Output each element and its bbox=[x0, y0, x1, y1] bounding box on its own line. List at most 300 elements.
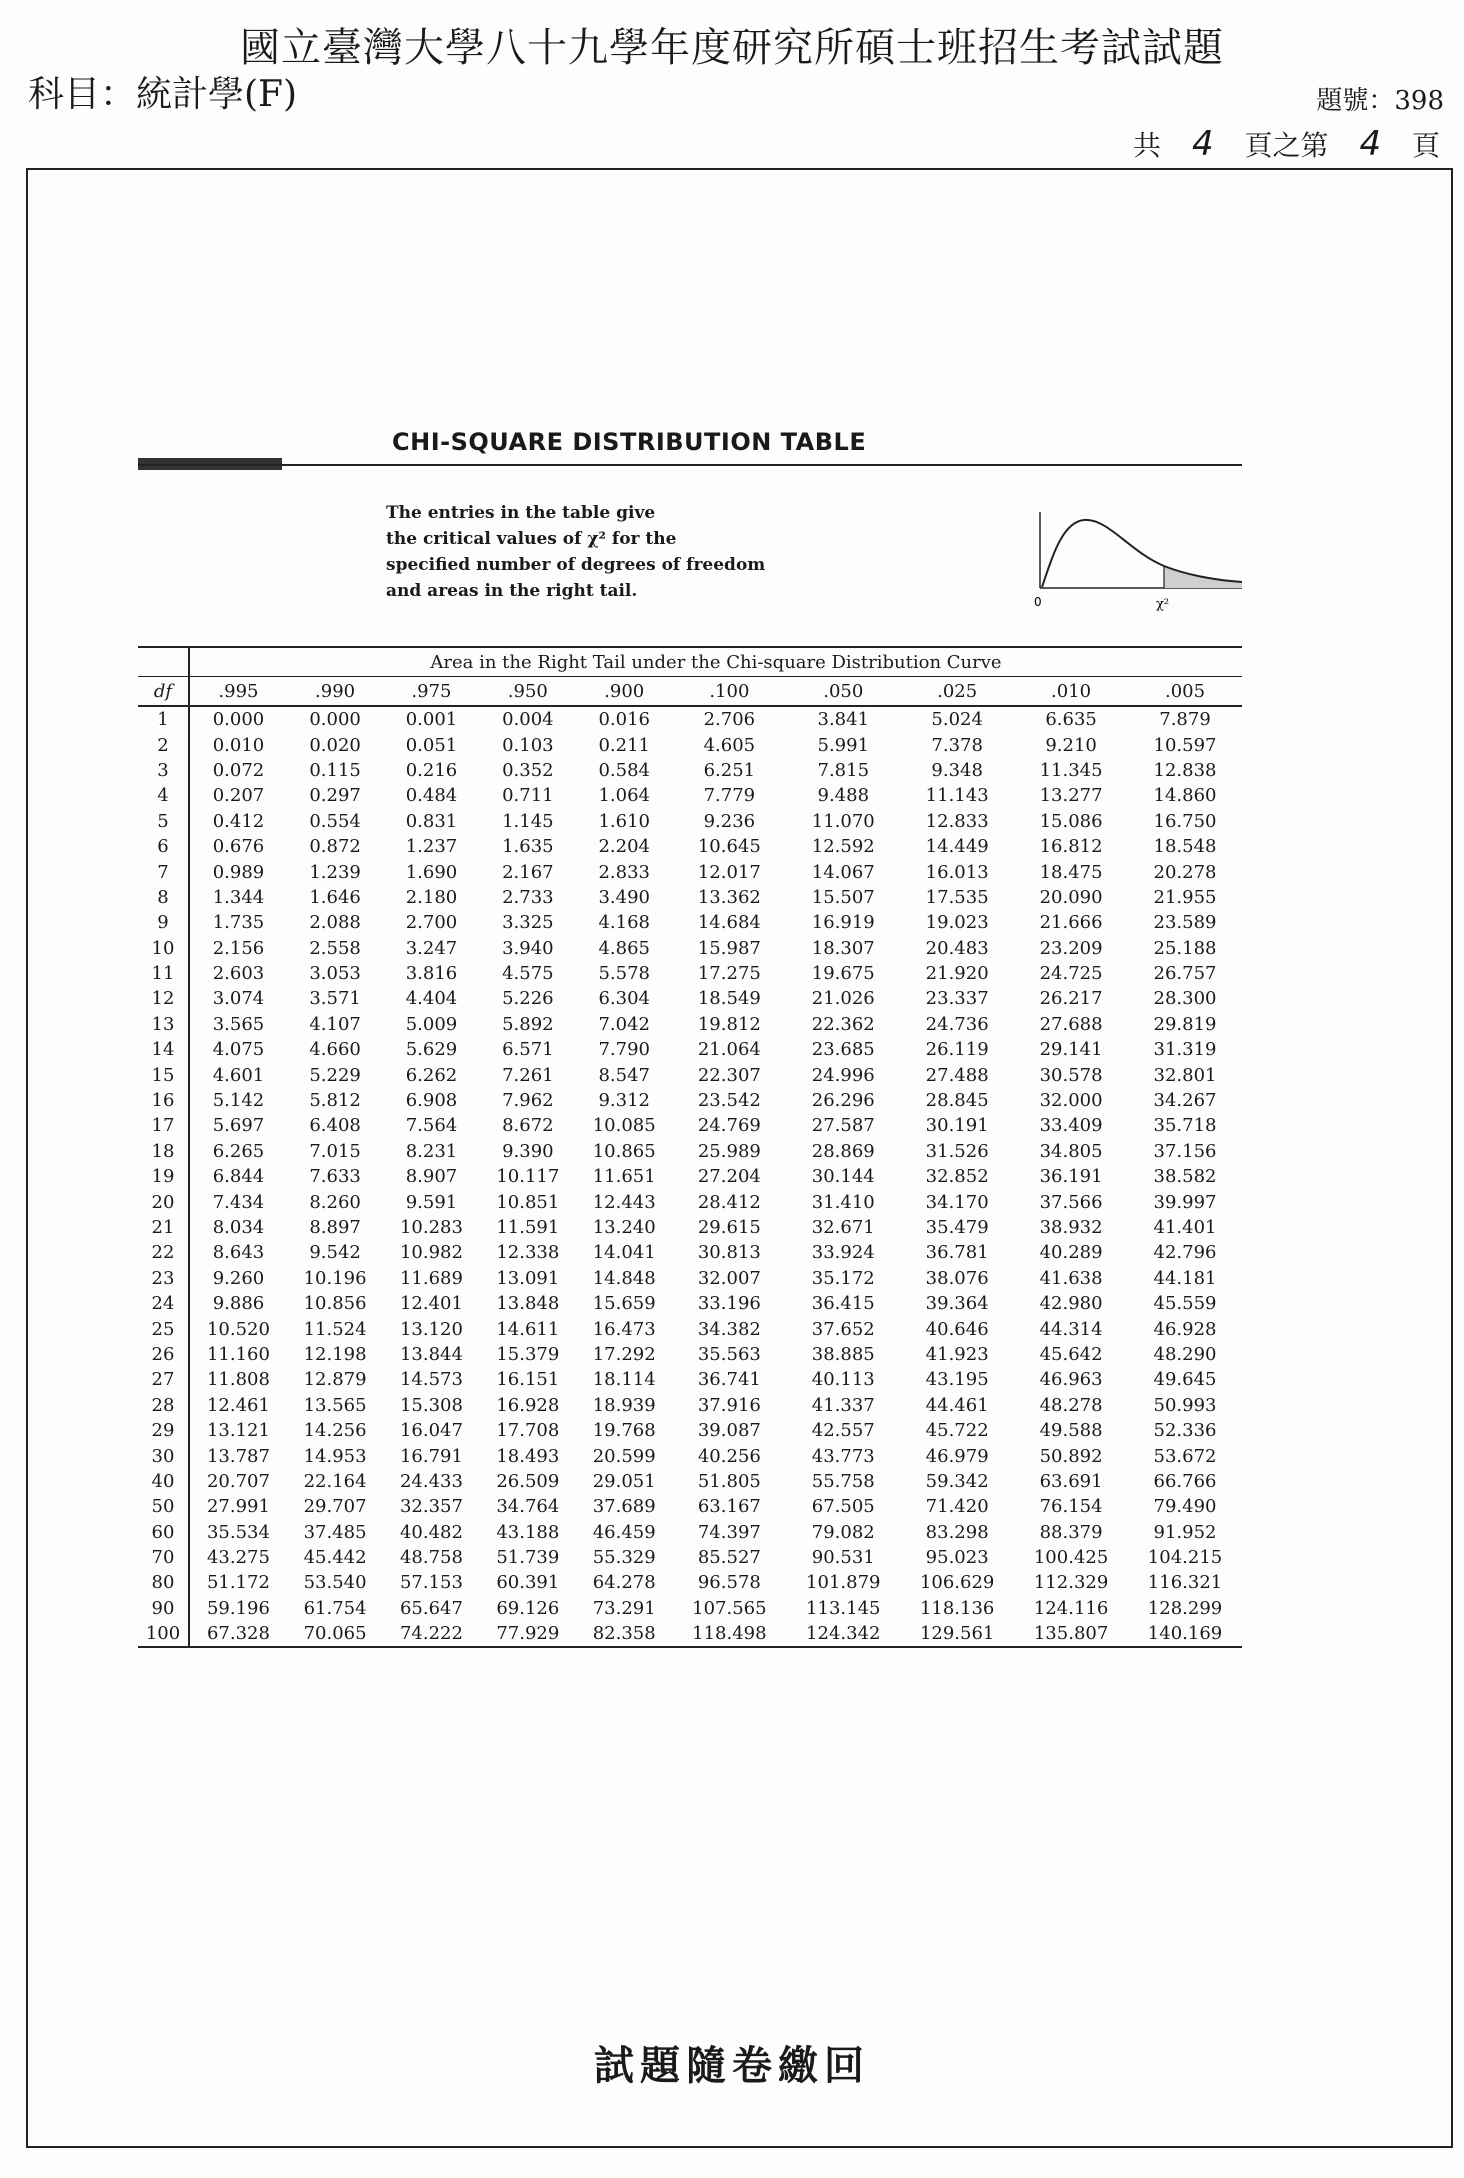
value-cell: 6.571 bbox=[502, 1039, 554, 1061]
value-cell: 12.838 bbox=[1153, 759, 1217, 781]
value-cell: 9.348 bbox=[931, 759, 983, 781]
value-cell: 7.261 bbox=[502, 1064, 554, 1086]
value-cell: 49.588 bbox=[1039, 1420, 1103, 1442]
table-row bbox=[138, 1342, 1242, 1367]
table-row bbox=[138, 1316, 1242, 1341]
value-cell: 61.754 bbox=[303, 1597, 367, 1619]
value-cell: 13.844 bbox=[399, 1343, 463, 1365]
value-cell: 118.498 bbox=[672, 1621, 786, 1647]
page-total: 4 bbox=[1191, 124, 1214, 164]
value-cell: 55.758 bbox=[811, 1470, 875, 1492]
value-cell: 0.297 bbox=[309, 785, 361, 807]
df-cell: 10 bbox=[138, 936, 189, 961]
value-cell: 73.291 bbox=[592, 1597, 656, 1619]
df-cell: 14 bbox=[138, 1037, 189, 1062]
value-cell: 12.833 bbox=[925, 810, 989, 832]
value-cell: 0.072 bbox=[212, 759, 265, 781]
table-row bbox=[138, 783, 1242, 808]
question-number: 題號：398 bbox=[1316, 86, 1444, 116]
value-cell: 26.509 bbox=[496, 1470, 560, 1492]
value-cell: 0.103 bbox=[502, 734, 554, 756]
value-cell: 1.646 bbox=[309, 886, 361, 908]
value-cell: 43.188 bbox=[496, 1521, 560, 1543]
value-cell: 28.300 bbox=[1153, 988, 1217, 1010]
page-current-prefix: 頁之第 bbox=[1244, 129, 1329, 162]
value-cell: 40.482 bbox=[399, 1521, 463, 1543]
value-cell: 55.329 bbox=[592, 1547, 656, 1569]
value-cell: 10.851 bbox=[496, 1191, 560, 1213]
value-cell: 36.781 bbox=[925, 1242, 989, 1264]
value-cell: 9.390 bbox=[502, 1140, 554, 1162]
value-cell: 3.816 bbox=[405, 963, 458, 985]
value-cell: 7.042 bbox=[598, 1013, 650, 1035]
value-cell: 48.278 bbox=[1039, 1394, 1103, 1416]
df-header: df bbox=[138, 677, 189, 707]
value-cell: 0.584 bbox=[598, 759, 650, 781]
value-cell: 24.769 bbox=[697, 1115, 761, 1137]
value-cell: 74.222 bbox=[383, 1621, 479, 1647]
value-cell: 10.117 bbox=[496, 1166, 560, 1188]
table-row bbox=[138, 1443, 1242, 1468]
value-cell: 24.433 bbox=[399, 1470, 463, 1492]
value-cell: 45.722 bbox=[925, 1420, 989, 1442]
df-cell: 2 bbox=[138, 732, 189, 757]
df-cell: 13 bbox=[138, 1012, 189, 1037]
df-cell: 18 bbox=[138, 1139, 189, 1164]
value-cell: 21.666 bbox=[1039, 912, 1103, 934]
value-cell: 40.289 bbox=[1039, 1242, 1103, 1264]
value-cell: 6.408 bbox=[309, 1115, 361, 1137]
value-cell: 19.812 bbox=[697, 1013, 761, 1035]
column-header: .050 bbox=[786, 677, 900, 707]
df-cell: 27 bbox=[138, 1367, 189, 1392]
value-cell: 18.549 bbox=[697, 988, 761, 1010]
subject-label: 科目：統計學(F) bbox=[28, 74, 298, 115]
value-cell: 7.564 bbox=[405, 1115, 458, 1137]
value-cell: 51.172 bbox=[206, 1572, 270, 1594]
value-cell: 104.215 bbox=[1147, 1547, 1223, 1569]
value-cell: 29.819 bbox=[1153, 1013, 1217, 1035]
value-cell: 5.991 bbox=[817, 734, 870, 756]
table-row bbox=[138, 834, 1242, 859]
value-cell: 23.542 bbox=[697, 1090, 761, 1112]
value-cell: 0.554 bbox=[309, 810, 361, 832]
value-cell: 5.697 bbox=[212, 1115, 265, 1137]
value-cell: 27.688 bbox=[1039, 1013, 1103, 1035]
value-cell: 18.548 bbox=[1153, 836, 1217, 858]
value-cell: 24.736 bbox=[925, 1013, 989, 1035]
value-cell: 31.410 bbox=[811, 1191, 875, 1213]
value-cell: 4.660 bbox=[309, 1039, 361, 1061]
value-cell: 39.364 bbox=[925, 1293, 989, 1315]
value-cell: 116.321 bbox=[1147, 1572, 1223, 1594]
value-cell: 1.239 bbox=[309, 861, 361, 883]
value-cell: 43.773 bbox=[811, 1445, 875, 1467]
column-header: .975 bbox=[383, 677, 479, 707]
value-cell: 113.145 bbox=[806, 1597, 881, 1619]
value-cell: 101.879 bbox=[806, 1572, 881, 1594]
df-cell: 60 bbox=[138, 1520, 189, 1545]
value-cell: 12.879 bbox=[303, 1369, 367, 1391]
value-cell: 16.013 bbox=[925, 861, 989, 883]
value-cell: 5.226 bbox=[502, 988, 554, 1010]
table-row bbox=[138, 1088, 1242, 1113]
value-cell: 18.493 bbox=[496, 1445, 560, 1467]
df-cell: 4 bbox=[138, 783, 189, 808]
value-cell: 60.391 bbox=[496, 1572, 560, 1594]
value-cell: 20.278 bbox=[1153, 861, 1217, 883]
value-cell: 3.325 bbox=[502, 912, 554, 934]
value-cell: 4.168 bbox=[598, 912, 650, 934]
value-cell: 11.651 bbox=[592, 1166, 656, 1188]
value-cell: 9.236 bbox=[703, 810, 756, 832]
page-total-prefix: 共 bbox=[1133, 129, 1162, 162]
value-cell: 14.573 bbox=[399, 1369, 463, 1391]
table-row bbox=[138, 1570, 1242, 1595]
df-cell: 80 bbox=[138, 1570, 189, 1595]
value-cell: 37.652 bbox=[811, 1318, 875, 1340]
table-row bbox=[138, 986, 1242, 1011]
value-cell: 30.578 bbox=[1039, 1064, 1103, 1086]
value-cell: 35.718 bbox=[1153, 1115, 1217, 1137]
value-cell: 118.136 bbox=[919, 1597, 995, 1619]
value-cell: 63.691 bbox=[1039, 1470, 1103, 1492]
value-cell: 2.088 bbox=[309, 912, 361, 934]
value-cell: 8.672 bbox=[502, 1115, 554, 1137]
value-cell: 2.204 bbox=[598, 836, 650, 858]
value-cell: 7.962 bbox=[502, 1090, 554, 1112]
value-cell: 7.790 bbox=[598, 1039, 650, 1061]
df-cell: 15 bbox=[138, 1062, 189, 1087]
value-cell: 9.542 bbox=[309, 1242, 361, 1264]
value-cell: 13.121 bbox=[206, 1420, 270, 1442]
value-cell: 39.087 bbox=[697, 1420, 761, 1442]
table-row bbox=[138, 1367, 1242, 1392]
value-cell: 3.074 bbox=[212, 988, 265, 1010]
value-cell: 8.034 bbox=[212, 1217, 265, 1238]
intro-line: the critical values of χ² for the bbox=[386, 529, 677, 549]
table-caption: Area in the Right Tail under the Chi-square Distribution Curve bbox=[189, 647, 1242, 677]
value-cell: 82.358 bbox=[576, 1621, 672, 1647]
value-cell: 15.086 bbox=[1039, 810, 1103, 832]
df-cell: 28 bbox=[138, 1393, 189, 1418]
value-cell: 20.707 bbox=[206, 1470, 270, 1492]
value-cell: 0.000 bbox=[309, 709, 361, 731]
value-cell: 32.671 bbox=[811, 1217, 875, 1238]
value-cell: 1.610 bbox=[598, 810, 650, 832]
value-cell: 37.156 bbox=[1153, 1140, 1217, 1162]
value-cell: 12.401 bbox=[399, 1293, 463, 1315]
value-cell: 7.633 bbox=[309, 1166, 361, 1188]
value-cell: 11.689 bbox=[399, 1267, 463, 1289]
value-cell: 4.601 bbox=[212, 1064, 265, 1086]
table-row bbox=[138, 1596, 1242, 1621]
value-cell: 25.188 bbox=[1153, 937, 1217, 959]
value-cell: 0.000 bbox=[212, 709, 265, 731]
value-cell: 20.483 bbox=[925, 937, 989, 959]
caption-spacer bbox=[138, 647, 189, 677]
page-current: 4 bbox=[1359, 124, 1382, 164]
value-cell: 3.940 bbox=[502, 937, 554, 959]
value-cell: 41.923 bbox=[925, 1343, 989, 1365]
table-row bbox=[138, 1189, 1242, 1214]
value-cell: 59.196 bbox=[206, 1597, 270, 1619]
value-cell: 21.955 bbox=[1153, 886, 1217, 908]
value-cell: 14.860 bbox=[1153, 785, 1217, 807]
value-cell: 46.963 bbox=[1039, 1369, 1103, 1391]
df-cell: 40 bbox=[138, 1469, 189, 1494]
value-cell: 30.144 bbox=[811, 1166, 875, 1188]
value-cell: 16.928 bbox=[496, 1394, 560, 1416]
value-cell: 33.196 bbox=[697, 1293, 761, 1315]
value-cell: 34.267 bbox=[1153, 1090, 1217, 1112]
page-info bbox=[1133, 124, 1440, 164]
value-cell: 0.004 bbox=[502, 709, 554, 731]
value-cell: 41.401 bbox=[1153, 1217, 1217, 1238]
value-cell: 18.939 bbox=[592, 1394, 656, 1416]
value-cell: 0.989 bbox=[212, 861, 265, 883]
value-cell: 63.167 bbox=[697, 1496, 761, 1518]
value-cell: 19.768 bbox=[592, 1420, 656, 1442]
value-cell: 65.647 bbox=[399, 1597, 463, 1619]
value-cell: 40.256 bbox=[697, 1445, 761, 1467]
value-cell: 36.191 bbox=[1039, 1166, 1103, 1188]
value-cell: 67.505 bbox=[811, 1496, 875, 1518]
value-cell: 1.237 bbox=[405, 836, 458, 858]
value-cell: 10.645 bbox=[697, 836, 761, 858]
column-header: .950 bbox=[480, 677, 576, 707]
value-cell: 13.240 bbox=[592, 1217, 656, 1238]
value-cell: 23.337 bbox=[925, 988, 989, 1010]
value-cell: 6.262 bbox=[405, 1064, 458, 1086]
value-cell: 12.338 bbox=[496, 1242, 560, 1264]
intro-line: specified number of degrees of freedom bbox=[386, 555, 766, 575]
value-cell: 64.278 bbox=[592, 1572, 656, 1594]
value-cell: 10.085 bbox=[592, 1115, 656, 1137]
value-cell: 9.886 bbox=[212, 1293, 265, 1315]
value-cell: 14.256 bbox=[303, 1420, 367, 1442]
value-cell: 45.442 bbox=[303, 1547, 367, 1569]
value-cell: 41.337 bbox=[811, 1394, 875, 1416]
value-cell: 42.796 bbox=[1153, 1242, 1217, 1264]
df-cell: 16 bbox=[138, 1088, 189, 1113]
value-cell: 0.831 bbox=[405, 810, 458, 832]
value-cell: 22.307 bbox=[697, 1064, 761, 1086]
value-cell: 31.526 bbox=[925, 1140, 989, 1162]
value-cell: 4.075 bbox=[212, 1039, 265, 1061]
value-cell: 26.217 bbox=[1039, 988, 1103, 1010]
value-cell: 5.812 bbox=[309, 1090, 361, 1112]
value-cell: 28.869 bbox=[811, 1140, 875, 1162]
table-row bbox=[138, 1139, 1242, 1164]
value-cell: 10.283 bbox=[399, 1217, 463, 1238]
value-cell: 2.180 bbox=[405, 886, 458, 908]
value-cell: 15.308 bbox=[399, 1394, 463, 1416]
value-cell: 16.473 bbox=[592, 1318, 656, 1340]
value-cell: 124.342 bbox=[786, 1621, 900, 1647]
value-cell: 79.490 bbox=[1153, 1496, 1217, 1518]
intro-text bbox=[386, 500, 765, 604]
chi-square-table bbox=[138, 646, 1242, 1648]
value-cell: 59.342 bbox=[925, 1470, 989, 1492]
value-cell: 13.848 bbox=[496, 1293, 560, 1315]
table-row bbox=[138, 1266, 1242, 1291]
df-cell: 17 bbox=[138, 1113, 189, 1138]
value-cell: 28.845 bbox=[925, 1090, 989, 1112]
df-cell: 100 bbox=[138, 1621, 189, 1647]
value-cell: 26.296 bbox=[811, 1090, 875, 1112]
value-cell: 52.336 bbox=[1153, 1420, 1217, 1442]
value-cell: 32.852 bbox=[925, 1166, 989, 1188]
value-cell: 13.565 bbox=[303, 1394, 367, 1416]
df-cell: 90 bbox=[138, 1596, 189, 1621]
value-cell: 2.167 bbox=[502, 861, 554, 883]
table-row bbox=[138, 859, 1242, 884]
value-cell: 2.733 bbox=[502, 886, 554, 908]
value-cell: 16.750 bbox=[1153, 810, 1217, 832]
value-cell: 14.449 bbox=[925, 836, 989, 858]
table-body bbox=[138, 706, 1242, 1647]
value-cell: 49.645 bbox=[1153, 1369, 1217, 1391]
value-cell: 28.412 bbox=[697, 1191, 761, 1213]
value-cell: 57.153 bbox=[399, 1572, 463, 1594]
value-cell: 76.154 bbox=[1039, 1496, 1103, 1518]
value-cell: 43.275 bbox=[206, 1547, 270, 1569]
value-cell: 10.982 bbox=[399, 1242, 463, 1264]
value-cell: 2.603 bbox=[212, 963, 265, 985]
table-row bbox=[138, 809, 1242, 834]
exam-title: 國立臺灣大學八十九學年度研究所碩士班招生考試試題 bbox=[240, 25, 1224, 71]
table-row bbox=[138, 961, 1242, 986]
value-cell: 30.813 bbox=[697, 1242, 761, 1264]
curve-origin-label: 0 bbox=[1034, 595, 1042, 609]
value-cell: 79.082 bbox=[811, 1521, 875, 1543]
value-cell: 0.051 bbox=[405, 734, 458, 756]
value-cell: 5.892 bbox=[502, 1013, 554, 1035]
df-cell: 9 bbox=[138, 910, 189, 935]
value-cell: 11.345 bbox=[1039, 759, 1103, 781]
value-cell: 11.591 bbox=[496, 1217, 560, 1238]
value-cell: 37.566 bbox=[1039, 1191, 1103, 1213]
value-cell: 140.169 bbox=[1128, 1621, 1242, 1647]
value-cell: 0.412 bbox=[212, 810, 265, 832]
df-cell: 6 bbox=[138, 834, 189, 859]
value-cell: 29.707 bbox=[303, 1496, 367, 1518]
value-cell: 1.344 bbox=[212, 886, 265, 908]
value-cell: 1.690 bbox=[405, 861, 458, 883]
value-cell: 90.531 bbox=[811, 1547, 875, 1569]
value-cell: 15.987 bbox=[697, 937, 761, 959]
value-cell: 43.195 bbox=[925, 1369, 989, 1391]
table-row bbox=[138, 1113, 1242, 1138]
value-cell: 0.001 bbox=[405, 709, 458, 731]
value-cell: 53.540 bbox=[303, 1572, 367, 1594]
value-cell: 39.997 bbox=[1153, 1191, 1217, 1213]
value-cell: 36.741 bbox=[697, 1369, 761, 1391]
value-cell: 53.672 bbox=[1153, 1445, 1217, 1467]
table-row bbox=[138, 1037, 1242, 1062]
value-cell: 13.362 bbox=[697, 886, 761, 908]
df-cell: 21 bbox=[138, 1215, 189, 1240]
value-cell: 18.114 bbox=[592, 1369, 656, 1391]
df-cell: 11 bbox=[138, 961, 189, 986]
value-cell: 4.865 bbox=[598, 937, 650, 959]
table-row bbox=[138, 1621, 1242, 1647]
value-cell: 9.260 bbox=[212, 1267, 265, 1289]
value-cell: 45.642 bbox=[1039, 1343, 1103, 1365]
value-cell: 10.597 bbox=[1153, 734, 1217, 756]
value-cell: 13.277 bbox=[1039, 785, 1103, 807]
value-cell: 8.643 bbox=[212, 1242, 265, 1264]
value-cell: 23.685 bbox=[811, 1039, 875, 1061]
value-cell: 34.805 bbox=[1039, 1140, 1103, 1162]
value-cell: 7.879 bbox=[1159, 709, 1211, 731]
value-cell: 1.145 bbox=[502, 810, 554, 832]
value-cell: 83.298 bbox=[925, 1521, 989, 1543]
value-cell: 21.026 bbox=[811, 988, 875, 1010]
value-cell: 19.023 bbox=[925, 912, 989, 934]
value-cell: 31.319 bbox=[1153, 1039, 1217, 1061]
value-cell: 8.547 bbox=[598, 1064, 650, 1086]
intro-line: The entries in the table give bbox=[386, 503, 656, 523]
value-cell: 96.578 bbox=[697, 1572, 761, 1594]
value-cell: 30.191 bbox=[925, 1115, 989, 1137]
value-cell: 0.020 bbox=[309, 734, 361, 756]
value-cell: 48.290 bbox=[1153, 1343, 1217, 1365]
value-cell: 44.314 bbox=[1039, 1318, 1103, 1340]
value-cell: 14.953 bbox=[303, 1445, 367, 1467]
value-cell: 95.023 bbox=[925, 1547, 989, 1569]
df-cell: 19 bbox=[138, 1164, 189, 1189]
value-cell: 29.051 bbox=[592, 1470, 656, 1492]
value-cell: 16.151 bbox=[496, 1369, 560, 1391]
value-cell: 1.064 bbox=[598, 785, 650, 807]
df-cell: 7 bbox=[138, 859, 189, 884]
value-cell: 8.231 bbox=[405, 1140, 458, 1162]
value-cell: 29.615 bbox=[697, 1217, 761, 1238]
value-cell: 27.587 bbox=[811, 1115, 875, 1137]
value-cell: 9.488 bbox=[817, 785, 870, 807]
df-cell: 29 bbox=[138, 1418, 189, 1443]
value-cell: 4.107 bbox=[309, 1013, 361, 1035]
value-cell: 5.024 bbox=[931, 709, 983, 731]
df-cell: 24 bbox=[138, 1291, 189, 1316]
value-cell: 11.160 bbox=[206, 1343, 270, 1365]
value-cell: 6.265 bbox=[212, 1140, 265, 1162]
value-cell: 34.764 bbox=[496, 1496, 560, 1518]
value-cell: 48.758 bbox=[399, 1547, 463, 1569]
value-cell: 26.119 bbox=[925, 1039, 989, 1061]
page-suffix: 頁 bbox=[1411, 129, 1440, 162]
value-cell: 3.053 bbox=[309, 963, 361, 985]
value-cell: 11.524 bbox=[303, 1318, 367, 1340]
column-header: .990 bbox=[287, 677, 383, 707]
value-cell: 67.328 bbox=[189, 1621, 287, 1647]
value-cell: 3.571 bbox=[309, 988, 361, 1010]
value-cell: 21.064 bbox=[697, 1039, 761, 1061]
value-cell: 27.991 bbox=[206, 1496, 270, 1518]
df-cell: 8 bbox=[138, 885, 189, 910]
value-cell: 23.209 bbox=[1039, 937, 1103, 959]
table-row bbox=[138, 1520, 1242, 1545]
value-cell: 38.885 bbox=[811, 1343, 875, 1365]
value-cell: 25.989 bbox=[697, 1140, 761, 1162]
value-cell: 16.812 bbox=[1039, 836, 1103, 858]
value-cell: 46.979 bbox=[925, 1445, 989, 1467]
value-cell: 1.635 bbox=[502, 836, 554, 858]
value-cell: 7.015 bbox=[309, 1140, 361, 1162]
value-cell: 44.461 bbox=[925, 1394, 989, 1416]
